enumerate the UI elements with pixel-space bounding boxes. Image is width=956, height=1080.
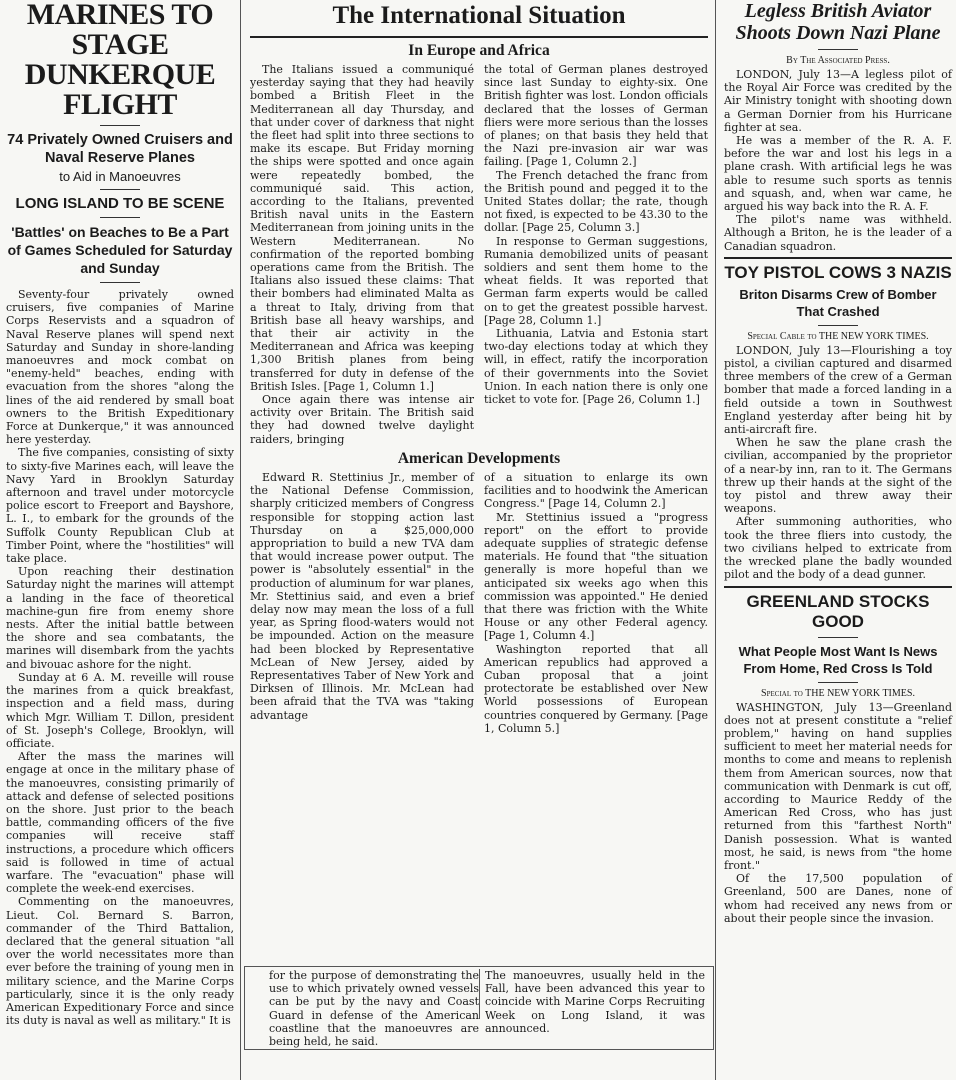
divider xyxy=(818,325,858,326)
paragraph: Washington reported that all American republics had approved a Cuban proposal that a joint protectorate be established over New World possessions of European countries conquered by Germany. [Page 1, Column 5.] xyxy=(484,642,708,735)
marines-deck-2: 'Battles' on Beaches to Be a Part of Games Scheduled for Saturday and Sunday xyxy=(7,224,233,276)
paragraph: In response to German suggestions, Rumania demobilized units of peasant soldiers and sent them home to the wheat fields. It was reported that German farm experts would be called on to get the greatest possible harvest. [Page 28, Column 1.] xyxy=(484,234,708,327)
paragraph: LONDON, July 13—Flourishing a toy pistol, a civilian captured and disarmed three members of the crew of a German bomber that made a forced landing in a field outside a town in Southwest England yesterday after being hit by anti-aircraft fire. xyxy=(724,343,952,437)
europe-africa-title: In Europe and Africa xyxy=(408,42,550,59)
divider xyxy=(724,257,952,259)
paragraph: Of the 17,500 population of Greenland, 500 are Danes, none of whom had received any news from or about their people since the invasion. xyxy=(724,872,952,925)
international-situation xyxy=(244,0,714,1080)
paragraph: Commenting on the manoeuvres, Lieut. Col. Bernard S. Barron, commander of the Third Battalion, declared that the general situation "all over the world necessitates more than ever before the training of young men in military science, and the Marine Corps particularly, since it is the only ready American Expeditionary Force and since its duty is naval as well as military." It is xyxy=(6,895,234,1028)
paragraph: Edward R. Stettinius Jr., member of the National Defense Commission, sharply criticized members of Congress responsible for stopping action last Thursday on a $25,000,000 appropriation to build a new TVA dam that would increase power output. The power is "absolutely essential" in the production of aluminum for war planes, Mr. Stettinius said, and even a brief delay now may mean the loss of a full year, as Spring flood-waters would not be impounded. Action on the measure had been blocked by Representative McLean of New Jersey, aided by Representatives Taber of New York and Dirksen of Illinois. Mr. McLean had been afraid that the TVA was "taking advantage xyxy=(250,470,474,722)
paragraph: The five companies, consisting of sixty to sixty-five Marines each, will leave the Navy Yard in Brooklyn Saturday afternoon and travel under motorcycle police escort to Freeport and Bayshore, L. I., to embark for the grounds of the Suffolk County Republican Club at Timber Point, where the "hostilities" will take place. xyxy=(6,446,234,566)
marines-deck-tail: to Aid in Manoeuvres xyxy=(59,169,181,184)
paragraph: After the mass the marines will engage at once in the military phase of the manoeuvres, consisting primarily of attack and defense of selected positions on the shore. Just prior to the beach battle, commanding officers of the five companies will receive staff instructions, a procedure which officers said is followed in time of actual warfare. The "evacuation" phase will complete the week-end exercises. xyxy=(6,750,234,896)
aviator-byline: By The Associated Press. xyxy=(786,55,890,66)
aviator-body xyxy=(724,68,952,253)
toy-pistol-byline: Special Cable to THE NEW YORK TIMES. xyxy=(747,330,929,342)
column-rule-left xyxy=(240,0,241,1080)
paragraph: When he saw the plane crash the civilian, accompanied by the proprietor of a near-by inn, ran to it. The Germans threw up their hands at the sight of the toy pistol and threw away their weapons. xyxy=(724,436,952,516)
marines-subhead: LONG ISLAND TO BE SCENE xyxy=(15,195,225,212)
paragraph: After summoning authorities, who took the three fliers into custody, the two civilians helped to extricate from the wrecked plane the badly wounded pilot and the body of a dead gunner. xyxy=(724,515,952,582)
greenland-deck: What People Most Want Is News From Home, Red Cross Is Told xyxy=(738,643,938,676)
clipping-text-left: for the purpose of demonstrating the use to which privately owned vessels can be put by the navy and Coast Guard in defense of the American coastline that the manoeuvres are being held, he said. xyxy=(269,969,479,1049)
divider xyxy=(100,189,140,190)
divider xyxy=(100,282,140,283)
divider xyxy=(818,682,858,683)
marines-article xyxy=(0,0,238,1080)
paragraph: The pilot's name was withheld. Although a Briton, he is the leader of a Canadian squadron. xyxy=(724,213,952,253)
american-developments-title: American Developments xyxy=(397,449,561,467)
paragraph: Seventy-four privately owned cruisers, five companies of Marine Corps Reservists and a squadron of Naval Reserve planes will spend next Saturday and Sunday in shore-landing manoeuvres and mock combat on "enemy-held" beaches, ending with evacuation from the shores "along the lines of the aid rendered by small boat owners to the British Expeditionary Force at Dunkerque," it was announced here yesterday. xyxy=(6,288,234,447)
toy-pistol-body xyxy=(724,344,952,582)
greenland-byline: Special to THE NEW YORK TIMES. xyxy=(761,687,915,699)
divider xyxy=(818,637,858,638)
greenland-headline: GREENLAND STOCKS GOOD xyxy=(746,591,930,631)
divider xyxy=(724,586,952,588)
text-column xyxy=(250,471,474,735)
paragraph: The French detached the franc from the British pound and pegged it to the United States dollar; the rate, though not fixed, is expected to be 43.30 to the dollar. [Page 25, Column 3.] xyxy=(484,168,708,235)
divider xyxy=(250,36,708,38)
paragraph: of a situation to enlarge its own facilities and to hoodwink the American Congress." [Page 14, Column 2.] xyxy=(484,470,708,511)
paragraph: Sunday at 6 A. M. reveille will rouse the marines from a quick breakfast, inspection and a field mass, during which Mgr. William T. Dillon, president of St. Joseph's College, Brooklyn, will officiate. xyxy=(6,670,234,750)
paragraph: Upon reaching their destination Saturday night the marines will attempt a landing in the face of theoretical machine-gun fire from enemy shore nests. After the initial battle between the shore and sea combatants, the marines will disembark from the yachts and bivouac ashore for the night. xyxy=(6,565,234,671)
text-column xyxy=(484,63,708,446)
toy-pistol-headline: TOY PISTOL COWS 3 NAZIS xyxy=(724,262,952,282)
paragraph: LONDON, July 13—A legless pilot of the Royal Air Force was credited by the Air Ministry tonight with shooting down a German Dornier from his Hurricane fighter at sea. xyxy=(724,68,952,134)
toy-pistol-deck: Briton Disarms Crew of Bomber That Crashed xyxy=(739,286,937,319)
divider xyxy=(100,125,140,126)
text-column xyxy=(484,471,708,735)
divider xyxy=(100,217,140,218)
paragraph: WASHINGTON, July 13—Greenland does not at present constitute a "relief problem," having on hand supplies sufficient to meet her material needs for months to come and means to replenish them from American sources, now that communication with Denmark is cut off, according to Maurice Reddy of the American Red Cross, who has just returned from this "farthest North" Danish possession. What is wanted most, he said, is news from "the home front." xyxy=(724,700,952,872)
paragraph: the total of German planes destroyed since last Sunday to eighty-six. One British fighter was lost. London officials declared that the losses of German fliers were more serious than the losses of planes; on that basis they held that the Nazi pre-invasion air war was failing. [Page 1, Column 2.] xyxy=(484,63,708,169)
paragraph: Mr. Stettinius issued a "progress report" on the effort to provide adequate supplies of strategic defense materials. He found that "the situation generally is more hopeful than we anticipated six weeks ago when this commission was appointed." He denied that there was friction with the White House or any other Federal agency. [Page 1, Column 4.] xyxy=(484,510,708,643)
paragraph: He was a member of the R. A. F. before the war and lost his legs in a plane crash. With artificial legs he was able to resume such sports as tennis and squash, and, when war came, he argued his way back into the R. A. F. xyxy=(724,134,952,214)
paragraph: Lithuania, Latvia and Estonia start two-day elections today at which they will, in effect, ratify the incorporation of their governments into the Soviet Union. In each nation there is only one ticket to vote for. [Page 26, Column 1.] xyxy=(484,327,708,407)
greenland-body xyxy=(724,701,952,925)
clipping-rule xyxy=(479,969,480,1019)
clipping-text-right: The manoeuvres, usually held in the Fall, have been advanced this year to coincide with Marine Corps Recruiting Week on Long Island, it was announced. xyxy=(485,969,705,1035)
aviator-headline: Legless British Aviator Shoots Down Nazi Plane xyxy=(735,0,941,44)
american-developments-body xyxy=(250,471,708,735)
international-title: The International Situation xyxy=(332,2,626,29)
marines-headline: MARINES TO STAGE DUNKERQUE FLIGHT xyxy=(24,0,216,121)
divider xyxy=(818,49,858,50)
text-column xyxy=(250,63,474,446)
paragraph: Once again there was intense air activity over Britain. The British said they had downed twelve daylight raiders, bringing xyxy=(250,393,474,446)
marines-deck: 74 Privately Owned Cruisers and Naval Reserve Planes xyxy=(7,132,233,166)
europe-africa-body xyxy=(250,63,708,446)
marines-body xyxy=(6,288,234,1027)
paragraph: The Italians issued a communiqué yesterday saying that they had heavily bombed a British Fleet in the Mediterranean all day Thursday, and that under cover of darkness that night the fleet had split into three sections to make its escape. But Friday morning the ships were spotted and once again were repeatedly bombed, the communiqué said. This action, according to the Italians, prevented British naval units in the Eastern Mediterranean from joining units in the Western Mediterranean. No confirmation of the reported bombing operations came from the British. The Italians also issued these claims: That their bombers had eliminated Malta as a threat to Italy, driving from that British base all heavy warships, and that their air activity in the Mediterranean and Africa was keeping 1,300 British planes from being transferred for duty in defense of the British Isles. [Page 1, Column 1.] xyxy=(250,63,474,393)
column-rule-right xyxy=(715,0,716,1080)
right-column-briefs xyxy=(718,0,956,1080)
marines-continuation-clipping xyxy=(244,966,714,1050)
